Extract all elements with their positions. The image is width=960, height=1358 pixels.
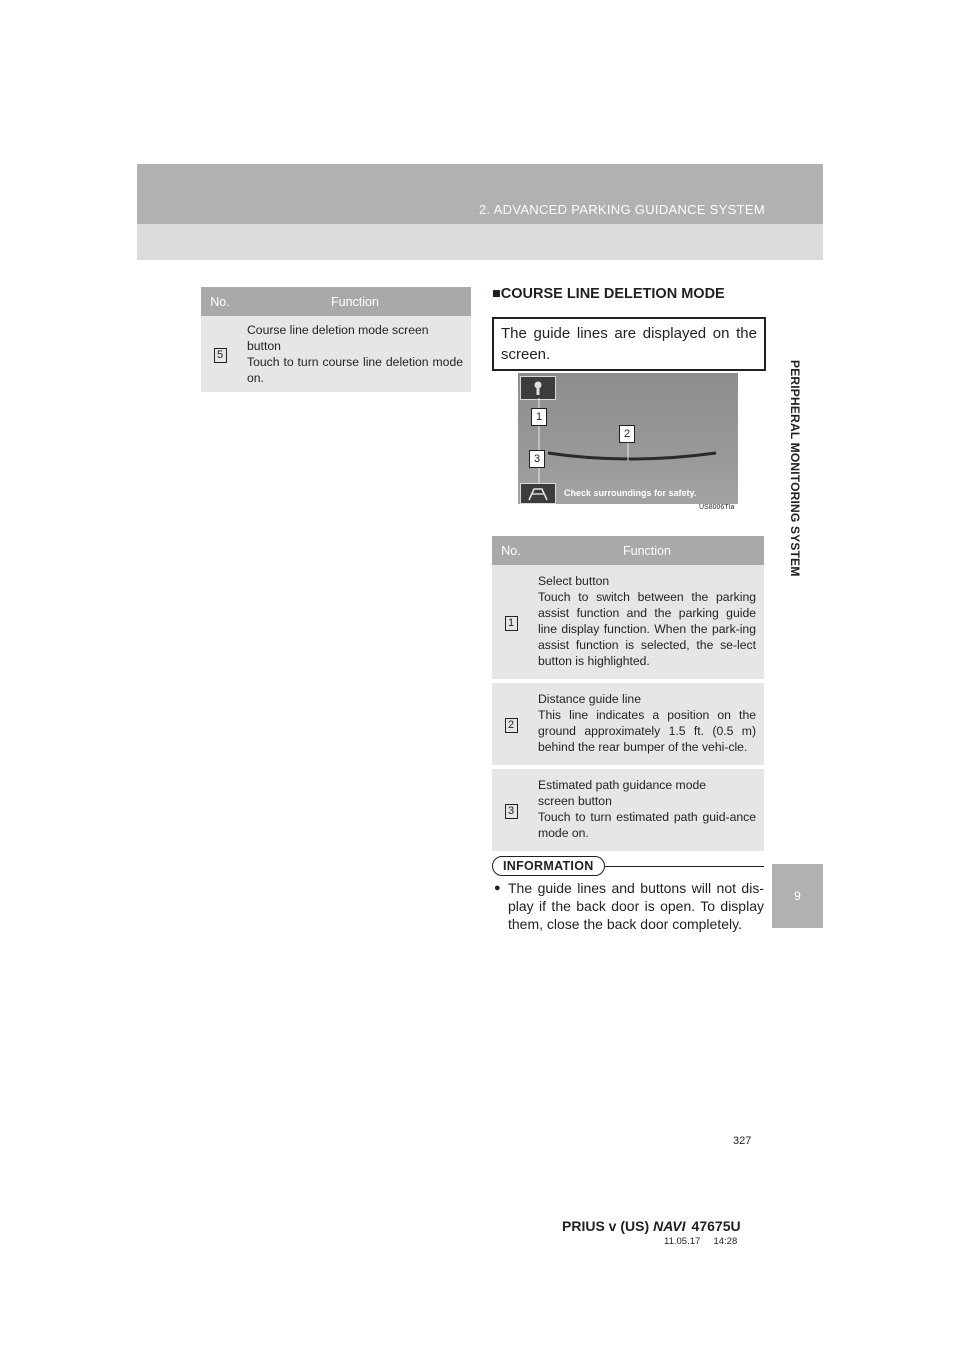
col-no-header: No.: [201, 287, 239, 316]
row-title-cont: button: [247, 339, 281, 353]
model-name: PRIUS v (US): [562, 1218, 650, 1234]
safety-caption: Check surroundings for safety.: [564, 488, 697, 498]
col-function-header: Function: [239, 287, 471, 316]
row-number: 1: [505, 616, 518, 631]
footer-model: [562, 1218, 741, 1234]
table-row: [492, 769, 764, 851]
side-tab-label-wrap: [784, 360, 804, 640]
information-tag: INFORMATION: [492, 856, 605, 876]
row-title: Course line deletion mode screen: [247, 323, 429, 337]
row-title: Distance guide line: [538, 692, 641, 706]
col-no-header: No.: [492, 536, 530, 565]
figure-code: US8006TIa: [699, 504, 735, 511]
row-title: Select button: [538, 574, 610, 588]
information-item: [494, 879, 764, 933]
section-title: 2. ADVANCED PARKING GUIDANCE SYSTEM: [479, 202, 765, 217]
col-function-header: Function: [530, 536, 764, 565]
bullet-icon: ●: [494, 882, 501, 894]
side-tab-label: PERIPHERAL MONITORING SYSTEM: [788, 360, 802, 577]
information-text: The guide lines and buttons will not dis-play if the back door is open. To display them, close the back door completely.: [508, 880, 764, 932]
row-number: 5: [214, 348, 227, 363]
footer-date: 11.05.17 14:28: [664, 1236, 738, 1247]
page-title: ■COURSE LINE DELETION MODE: [492, 286, 725, 302]
row-description: Touch to switch between the parking assist function and the parking guide line display function. When the park-ing assist function is selected, the se-lect button is highlighted.: [538, 590, 756, 668]
header-subband: [137, 224, 823, 260]
page-number: 327: [733, 1135, 752, 1147]
row-title-cont: screen button: [538, 794, 612, 808]
row-title: Estimated path guidance mode: [538, 778, 707, 792]
table-row: [201, 316, 471, 392]
intro-box: The guide lines are displayed on the screen.: [492, 317, 766, 371]
row-number: 3: [505, 804, 518, 819]
callout-1: 1: [531, 408, 547, 426]
left-function-table: [201, 287, 471, 392]
row-description: Touch to turn course line deletion mode on.: [247, 355, 463, 385]
navi-label: NAVI: [653, 1218, 686, 1234]
table-row: [492, 683, 764, 765]
row-description: This line indicates a position on the ground approximately 1.5 ft. (0.5 m) behind the rear bumper of the vehi-cle.: [538, 708, 756, 754]
right-function-table: [492, 536, 764, 851]
row-number: 2: [505, 718, 518, 733]
row-description: Touch to turn estimated path guid-ance mode on.: [538, 810, 756, 840]
table-row: [492, 565, 764, 679]
camera-screen-illustration: [518, 373, 738, 504]
callout-3: 3: [529, 450, 545, 468]
chapter-tab[interactable]: 9: [772, 864, 823, 928]
callout-2: 2: [619, 425, 635, 443]
manual-code: 47675U: [691, 1218, 741, 1234]
